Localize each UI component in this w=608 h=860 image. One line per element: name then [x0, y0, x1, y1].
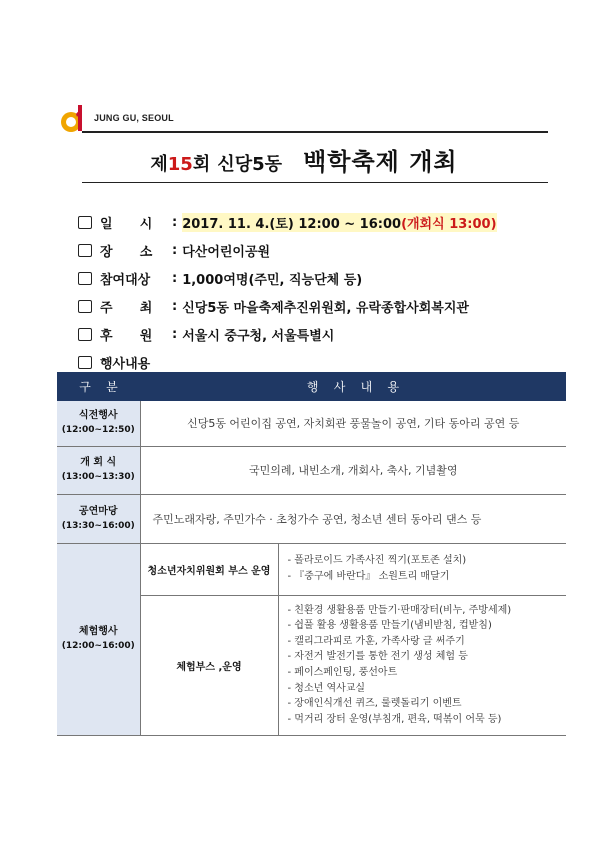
table-row [57, 446, 566, 494]
list-item: - 캘리그라피로 가훈, 가족사랑 글 써주기 [287, 635, 465, 647]
table-row [57, 401, 566, 446]
title-bottom-rule [82, 182, 548, 183]
page-title: 제15회 신당5동 백학축제 개최 [150, 148, 458, 176]
info-row-program: 행사내용 [78, 348, 568, 376]
category-time: (13:00~13:30) [61, 472, 135, 482]
checkbox-icon [78, 272, 92, 285]
schedule-table [57, 372, 566, 736]
list-item: - 장애인식개선 퀴즈, 룰렛돌리기 이벤트 [287, 698, 462, 710]
category-time: (12:00~16:00) [61, 641, 135, 651]
row-content: 주민노래자랑, 주민가수 · 초청가수 공연, 청소년 센터 동아리 댄스 등 [140, 494, 566, 543]
category-time: (12:00~12:50) [61, 425, 135, 436]
list-item: - 쉽풀 활용 생활용품 만들기(냄비받침, 컵받침) [287, 620, 492, 632]
table-header-row [57, 372, 566, 401]
category-name: 공연마당 [78, 505, 118, 517]
info-row-place: 장 소 : 다산어린이공원 [78, 236, 568, 264]
category-name: 개 회 식 [80, 457, 117, 468]
sub-category: 청소년자치위원회 부스 운영 [140, 543, 278, 595]
title-event: 백학축제 개최 [303, 148, 458, 176]
checkbox-icon [78, 216, 92, 229]
list-item: - 자전거 발전기를 통한 전기 생성 체험 등 [287, 651, 468, 663]
list-item: - 먹거리 장터 운영(부침개, 편육, 떡볶이 어묵 등) [287, 713, 502, 725]
checkbox-icon [78, 300, 92, 313]
sub-category: 체험부스 ,운영 [140, 595, 278, 735]
header-category: 구 분 [57, 372, 140, 401]
row-content: 신당5동 어린이집 공연, 자치회관 풍물놀이 공연, 기타 동아리 공연 등 [140, 401, 566, 446]
category-name: 식전행사 [78, 410, 118, 422]
row-content: 국민의례, 내빈소개, 개회사, 축사, 기념촬영 [140, 446, 566, 494]
list-item: - 페이스페인팅, 풍선아트 [287, 667, 398, 678]
list-item: - 청소년 역사교실 [287, 682, 366, 694]
table-row [57, 494, 566, 543]
checkbox-icon [78, 244, 92, 257]
category-time: (13:30~16:00) [61, 520, 135, 531]
jung-gu-logo-icon [58, 101, 88, 135]
activity-list [280, 553, 566, 584]
list-item: - 『중구에 바란다』 소원트리 매달기 [287, 571, 450, 582]
info-row-participants: 참여대상 : 1,000여명(주민, 직능단체 등) [78, 264, 568, 292]
event-info-list [78, 208, 568, 376]
checkbox-icon [78, 328, 92, 341]
category-name: 체험행사 [78, 626, 118, 637]
list-item: - 친환경 생활용품 만들기·판매장터(비누, 주방세제) [287, 604, 512, 616]
edition-number: 15 [167, 154, 193, 175]
opening-time: (개회식 13:00) [401, 216, 497, 232]
info-row-sponsor: 후 원 : 서울시 중구청, 서울특별시 [78, 320, 568, 348]
list-item: - 폴라로이드 가족사진 찍기(포토존 설치) [287, 555, 467, 567]
table-row [57, 543, 566, 595]
info-row-datetime: 일 시 : 2017. 11. 4.(토) 12:00 ~ 16:00(개회식 13:00) [78, 208, 568, 236]
checkbox-icon [78, 356, 92, 369]
logo-text: JUNG GU, SEOUL [94, 113, 174, 123]
datetime-value: 2017. 11. 4.(토) 12:00 ~ 16:00(개회식 13:00) [182, 213, 496, 232]
header-content: 행 사 내 용 [140, 372, 566, 401]
activity-list [280, 603, 566, 728]
title-top-rule [82, 131, 548, 133]
title-place: 신당5동 [217, 154, 283, 175]
info-row-host: 주 최 : 신당5동 마을축제추진위원회, 유락종합사회복지관 [78, 292, 568, 320]
